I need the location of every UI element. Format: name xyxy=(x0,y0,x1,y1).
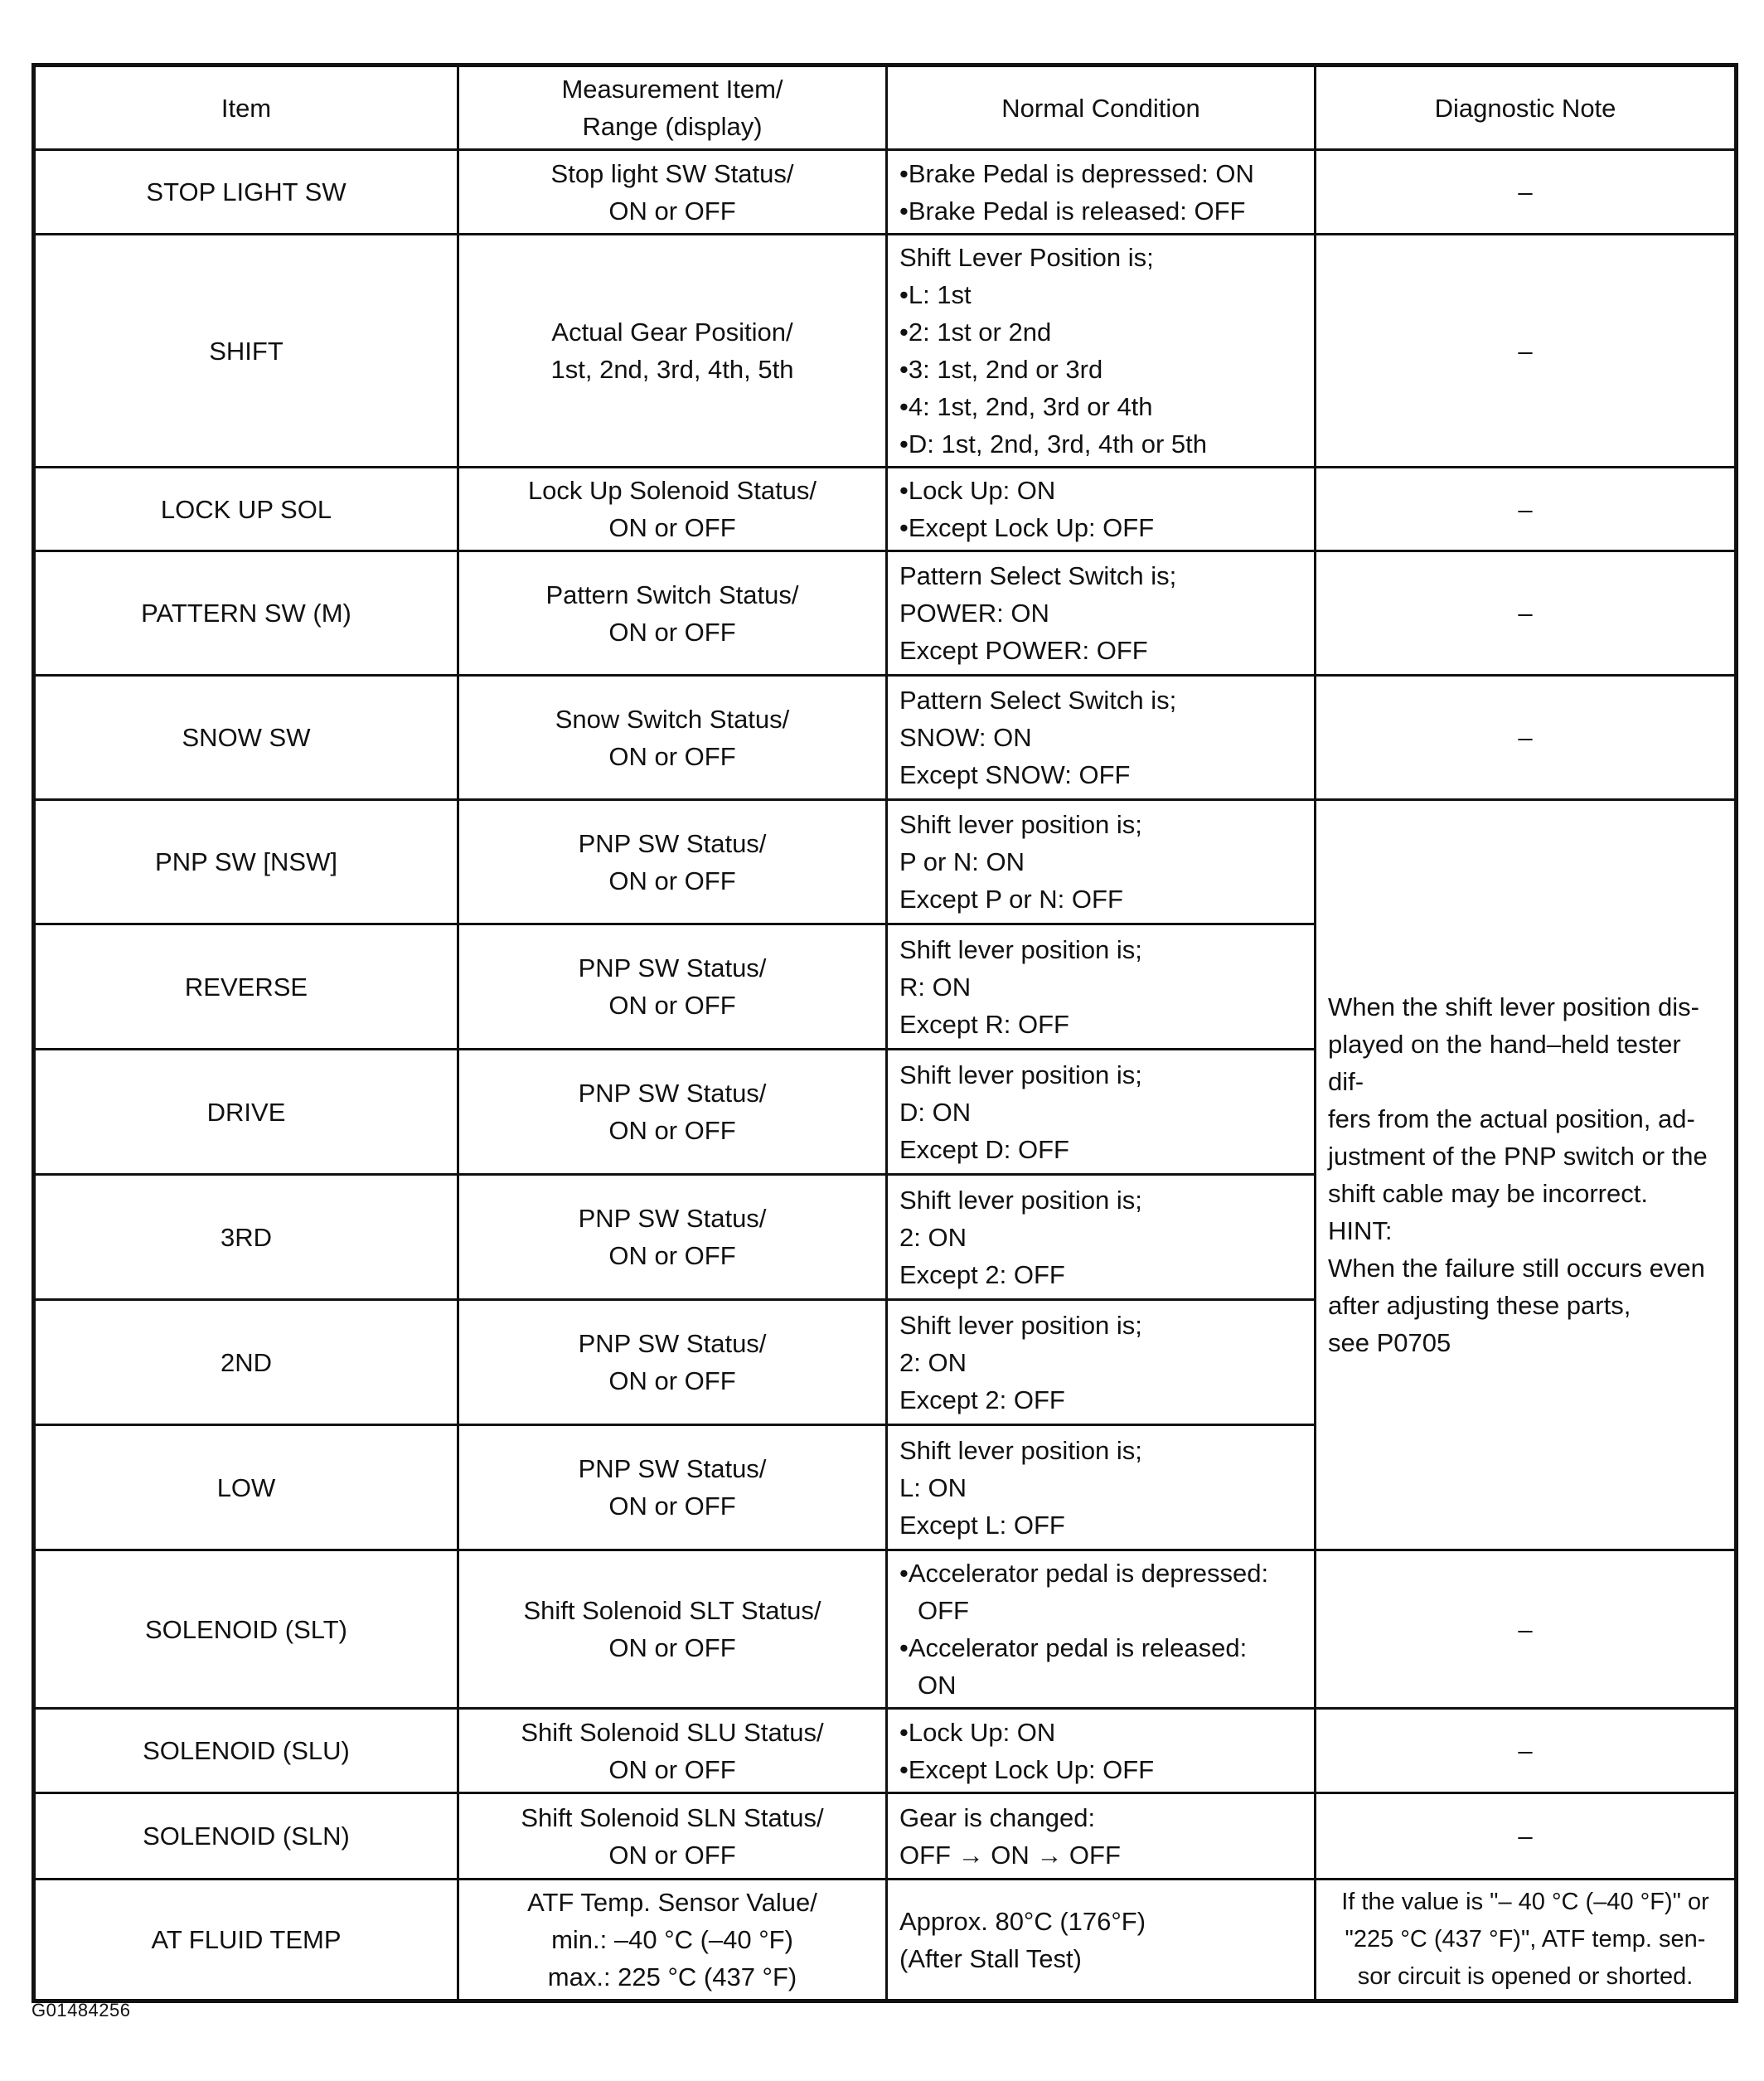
item-cell: STOP LIGHT SW xyxy=(34,150,458,235)
measurement-line: Snow Switch Status/ xyxy=(555,704,790,734)
condition-line: OFF → ON → OFF xyxy=(899,1840,1121,1870)
measurement-line: PNP SW Status/ xyxy=(578,1204,767,1233)
condition-line: •3: 1st, 2nd or 3rd xyxy=(899,355,1103,384)
note-cell: – xyxy=(1316,150,1737,235)
condition-cell xyxy=(887,468,1316,551)
condition-line: Except L: OFF xyxy=(899,1510,1065,1540)
condition-cell xyxy=(887,150,1316,235)
condition-cell xyxy=(887,1300,1316,1425)
table-row xyxy=(34,1793,1737,1880)
condition-line: •Except Lock Up: OFF xyxy=(899,513,1155,542)
note-cell: – xyxy=(1316,1550,1737,1709)
condition-line: Pattern Select Switch is; xyxy=(899,686,1177,715)
condition-line: ON xyxy=(918,1671,957,1700)
header-note: Diagnostic Note xyxy=(1316,65,1737,150)
measurement-cell xyxy=(458,924,887,1050)
measurement-line: ON or OFF xyxy=(608,617,736,647)
condition-line: •Accelerator pedal is depressed: xyxy=(899,1559,1269,1588)
note-line: fers from the actual position, ad- xyxy=(1328,1104,1695,1133)
item-cell: 3RD xyxy=(34,1175,458,1300)
item-cell: SOLENOID (SLU) xyxy=(34,1709,458,1793)
condition-cell xyxy=(887,551,1316,676)
measurement-cell xyxy=(458,1300,887,1425)
header-measurement-line: Measurement Item/ xyxy=(561,75,783,104)
measurement-line: Shift Solenoid SLT Status/ xyxy=(523,1596,821,1625)
condition-line: D: ON xyxy=(899,1097,972,1127)
note-line: justment of the PNP switch or the xyxy=(1328,1142,1708,1171)
note-cell: – xyxy=(1316,551,1737,676)
condition-line: 2: ON xyxy=(899,1347,967,1377)
item-cell: DRIVE xyxy=(34,1050,458,1175)
condition-line: 2: ON xyxy=(899,1222,967,1252)
measurement-line: ON or OFF xyxy=(608,991,736,1020)
measurement-line: ATF Temp. Sensor Value/ xyxy=(527,1888,817,1917)
measurement-line: ON or OFF xyxy=(608,1840,736,1870)
condition-line: R: ON xyxy=(899,972,972,1002)
table-row xyxy=(34,1709,1737,1793)
table-row xyxy=(34,551,1737,676)
condition-cell xyxy=(887,924,1316,1050)
note-cell: – xyxy=(1316,1793,1737,1880)
condition-cell xyxy=(887,1709,1316,1793)
item-cell: LOCK UP SOL xyxy=(34,468,458,551)
condition-line: Shift lever position is; xyxy=(899,1435,1142,1465)
measurement-cell xyxy=(458,1550,887,1709)
condition-line: Shift lever position is; xyxy=(899,1060,1142,1089)
measurement-line: ON or OFF xyxy=(608,513,736,542)
condition-line: •4: 1st, 2nd, 3rd or 4th xyxy=(899,392,1153,421)
condition-cell xyxy=(887,1793,1316,1880)
measurement-line: Shift Solenoid SLN Status/ xyxy=(521,1802,824,1832)
item-cell: LOW xyxy=(34,1425,458,1550)
condition-line: (After Stall Test) xyxy=(899,1943,1082,1973)
measurement-line: Shift Solenoid SLU Status/ xyxy=(521,1717,824,1747)
condition-line: Except R: OFF xyxy=(899,1009,1069,1039)
measurement-line: PNP SW Status/ xyxy=(578,828,767,858)
measurement-line: PNP SW Status/ xyxy=(578,1329,767,1358)
item-cell: AT FLUID TEMP xyxy=(34,1880,458,2001)
measurement-line: min.: –40 °C (–40 °F) xyxy=(551,1925,793,1954)
item-cell: SHIFT xyxy=(34,235,458,468)
measurement-line: ON or OFF xyxy=(608,1116,736,1145)
table-row xyxy=(34,1550,1737,1709)
measurement-line: ON or OFF xyxy=(608,1492,736,1521)
measurement-cell xyxy=(458,150,887,235)
measurement-cell xyxy=(458,1425,887,1550)
measurement-line: Stop light SW Status/ xyxy=(550,158,794,188)
measurement-line: PNP SW Status/ xyxy=(578,1454,767,1483)
note-cell: – xyxy=(1316,468,1737,551)
note-cell: – xyxy=(1316,1709,1737,1793)
header-item: Item xyxy=(34,65,458,150)
condition-line: Except D: OFF xyxy=(899,1134,1069,1164)
condition-cell xyxy=(887,1175,1316,1300)
condition-line: •Brake Pedal is released: OFF xyxy=(899,196,1246,226)
item-cell: SNOW SW xyxy=(34,676,458,800)
measurement-line: ON or OFF xyxy=(608,1633,736,1662)
condition-line: Except SNOW: OFF xyxy=(899,760,1131,789)
note-cell: – xyxy=(1316,676,1737,800)
measurement-line: ON or OFF xyxy=(608,1241,736,1270)
item-cell: SOLENOID (SLT) xyxy=(34,1550,458,1709)
condition-line: •Lock Up: ON xyxy=(899,476,1056,505)
note-line: HINT: xyxy=(1328,1216,1393,1245)
item-cell: PNP SW [NSW] xyxy=(34,800,458,924)
note-line: sor circuit is opened or shorted. xyxy=(1357,1963,1694,1990)
condition-cell xyxy=(887,1050,1316,1175)
condition-line: •L: 1st xyxy=(899,280,972,309)
condition-line: Except POWER: OFF xyxy=(899,636,1148,665)
figure-code: G01484256 xyxy=(32,2000,131,2020)
measurement-line: PNP SW Status/ xyxy=(578,953,767,982)
measurement-cell xyxy=(458,800,887,924)
item-cell: PATTERN SW (M) xyxy=(34,551,458,676)
measurement-cell xyxy=(458,235,887,468)
atf-note-cell xyxy=(1316,1880,1737,2001)
condition-line: Pattern Select Switch is; xyxy=(899,561,1177,590)
header-condition: Normal Condition xyxy=(887,65,1316,150)
item-cell: 2ND xyxy=(34,1300,458,1425)
note-line: after adjusting these parts, xyxy=(1328,1291,1631,1320)
condition-line: •Except Lock Up: OFF xyxy=(899,1754,1155,1784)
measurement-cell xyxy=(458,1175,887,1300)
condition-line: Shift lever position is; xyxy=(899,1310,1142,1340)
measurement-line: ON or OFF xyxy=(608,1366,736,1395)
condition-line: Except 2: OFF xyxy=(899,1259,1065,1289)
condition-line: •2: 1st or 2nd xyxy=(899,318,1052,347)
condition-cell xyxy=(887,235,1316,468)
item-cell: REVERSE xyxy=(34,924,458,1050)
measurement-line: PNP SW Status/ xyxy=(578,1079,767,1108)
table-row xyxy=(34,150,1737,235)
condition-line: Except P or N: OFF xyxy=(899,885,1123,914)
table-header-row xyxy=(34,65,1737,150)
condition-line: Shift lever position is; xyxy=(899,934,1142,964)
measurement-cell xyxy=(458,1793,887,1880)
diagnostic-table-container xyxy=(32,63,1734,2003)
condition-line: Approx. 80°C (176°F) xyxy=(899,1906,1146,1936)
condition-line: •Accelerator pedal is released: xyxy=(899,1633,1248,1662)
data-list-table xyxy=(32,63,1738,2003)
condition-line: Gear is changed: xyxy=(899,1802,1096,1832)
measurement-line: Actual Gear Position/ xyxy=(551,318,793,347)
measurement-cell xyxy=(458,676,887,800)
condition-line: •D: 1st, 2nd, 3rd, 4th or 5th xyxy=(899,429,1208,458)
measurement-cell xyxy=(458,1709,887,1793)
condition-cell xyxy=(887,800,1316,924)
note-line: see P0705 xyxy=(1328,1328,1451,1357)
condition-line: L: ON xyxy=(899,1472,967,1502)
header-measurement xyxy=(458,65,887,150)
measurement-line: max.: 225 °C (437 °F) xyxy=(547,1962,797,1991)
table-row xyxy=(34,235,1737,468)
measurement-line: ON or OFF xyxy=(608,196,736,226)
item-cell: SOLENOID (SLN) xyxy=(34,1793,458,1880)
table-row xyxy=(34,676,1737,800)
condition-line: •Lock Up: ON xyxy=(899,1717,1056,1747)
condition-line: P or N: ON xyxy=(899,847,1025,876)
condition-cell xyxy=(887,1880,1316,2001)
condition-line: Shift lever position is; xyxy=(899,810,1142,839)
measurement-line: Pattern Switch Status/ xyxy=(545,580,799,609)
condition-line: SNOW: ON xyxy=(899,723,1032,752)
note-line: When the failure still occurs even xyxy=(1328,1254,1705,1283)
table-row xyxy=(34,1880,1737,2001)
condition-line: OFF xyxy=(918,1596,969,1625)
condition-line: •Brake Pedal is depressed: ON xyxy=(899,158,1254,188)
note-cell: – xyxy=(1316,235,1737,468)
condition-cell xyxy=(887,1550,1316,1709)
measurement-cell xyxy=(458,1050,887,1175)
note-line: shift cable may be incorrect. xyxy=(1328,1179,1648,1208)
measurement-cell xyxy=(458,468,887,551)
note-line: When the shift lever position dis- xyxy=(1328,992,1699,1021)
condition-line: Shift lever position is; xyxy=(899,1185,1142,1215)
measurement-line: ON or OFF xyxy=(608,741,736,771)
condition-cell xyxy=(887,1425,1316,1550)
condition-line: Shift Lever Position is; xyxy=(899,243,1154,272)
note-line: played on the hand–held tester dif- xyxy=(1328,1030,1681,1096)
measurement-line: 1st, 2nd, 3rd, 4th, 5th xyxy=(550,355,794,384)
measurement-line: Lock Up Solenoid Status/ xyxy=(527,476,817,505)
condition-line: Except 2: OFF xyxy=(899,1385,1065,1414)
header-measurement-line: Range (display) xyxy=(582,112,763,141)
condition-cell xyxy=(887,676,1316,800)
measurement-line: ON or OFF xyxy=(608,866,736,895)
table-row xyxy=(34,800,1737,924)
pnp-note-cell xyxy=(1316,800,1737,1550)
note-line: "225 °C (437 °F)", ATF temp. sen- xyxy=(1345,1926,1706,1952)
condition-line: POWER: ON xyxy=(899,599,1049,628)
note-line: If the value is "– 40 °C (–40 °F)" or xyxy=(1341,1889,1709,1915)
measurement-line: ON or OFF xyxy=(608,1754,736,1784)
table-row xyxy=(34,468,1737,551)
measurement-cell xyxy=(458,551,887,676)
measurement-cell xyxy=(458,1880,887,2001)
